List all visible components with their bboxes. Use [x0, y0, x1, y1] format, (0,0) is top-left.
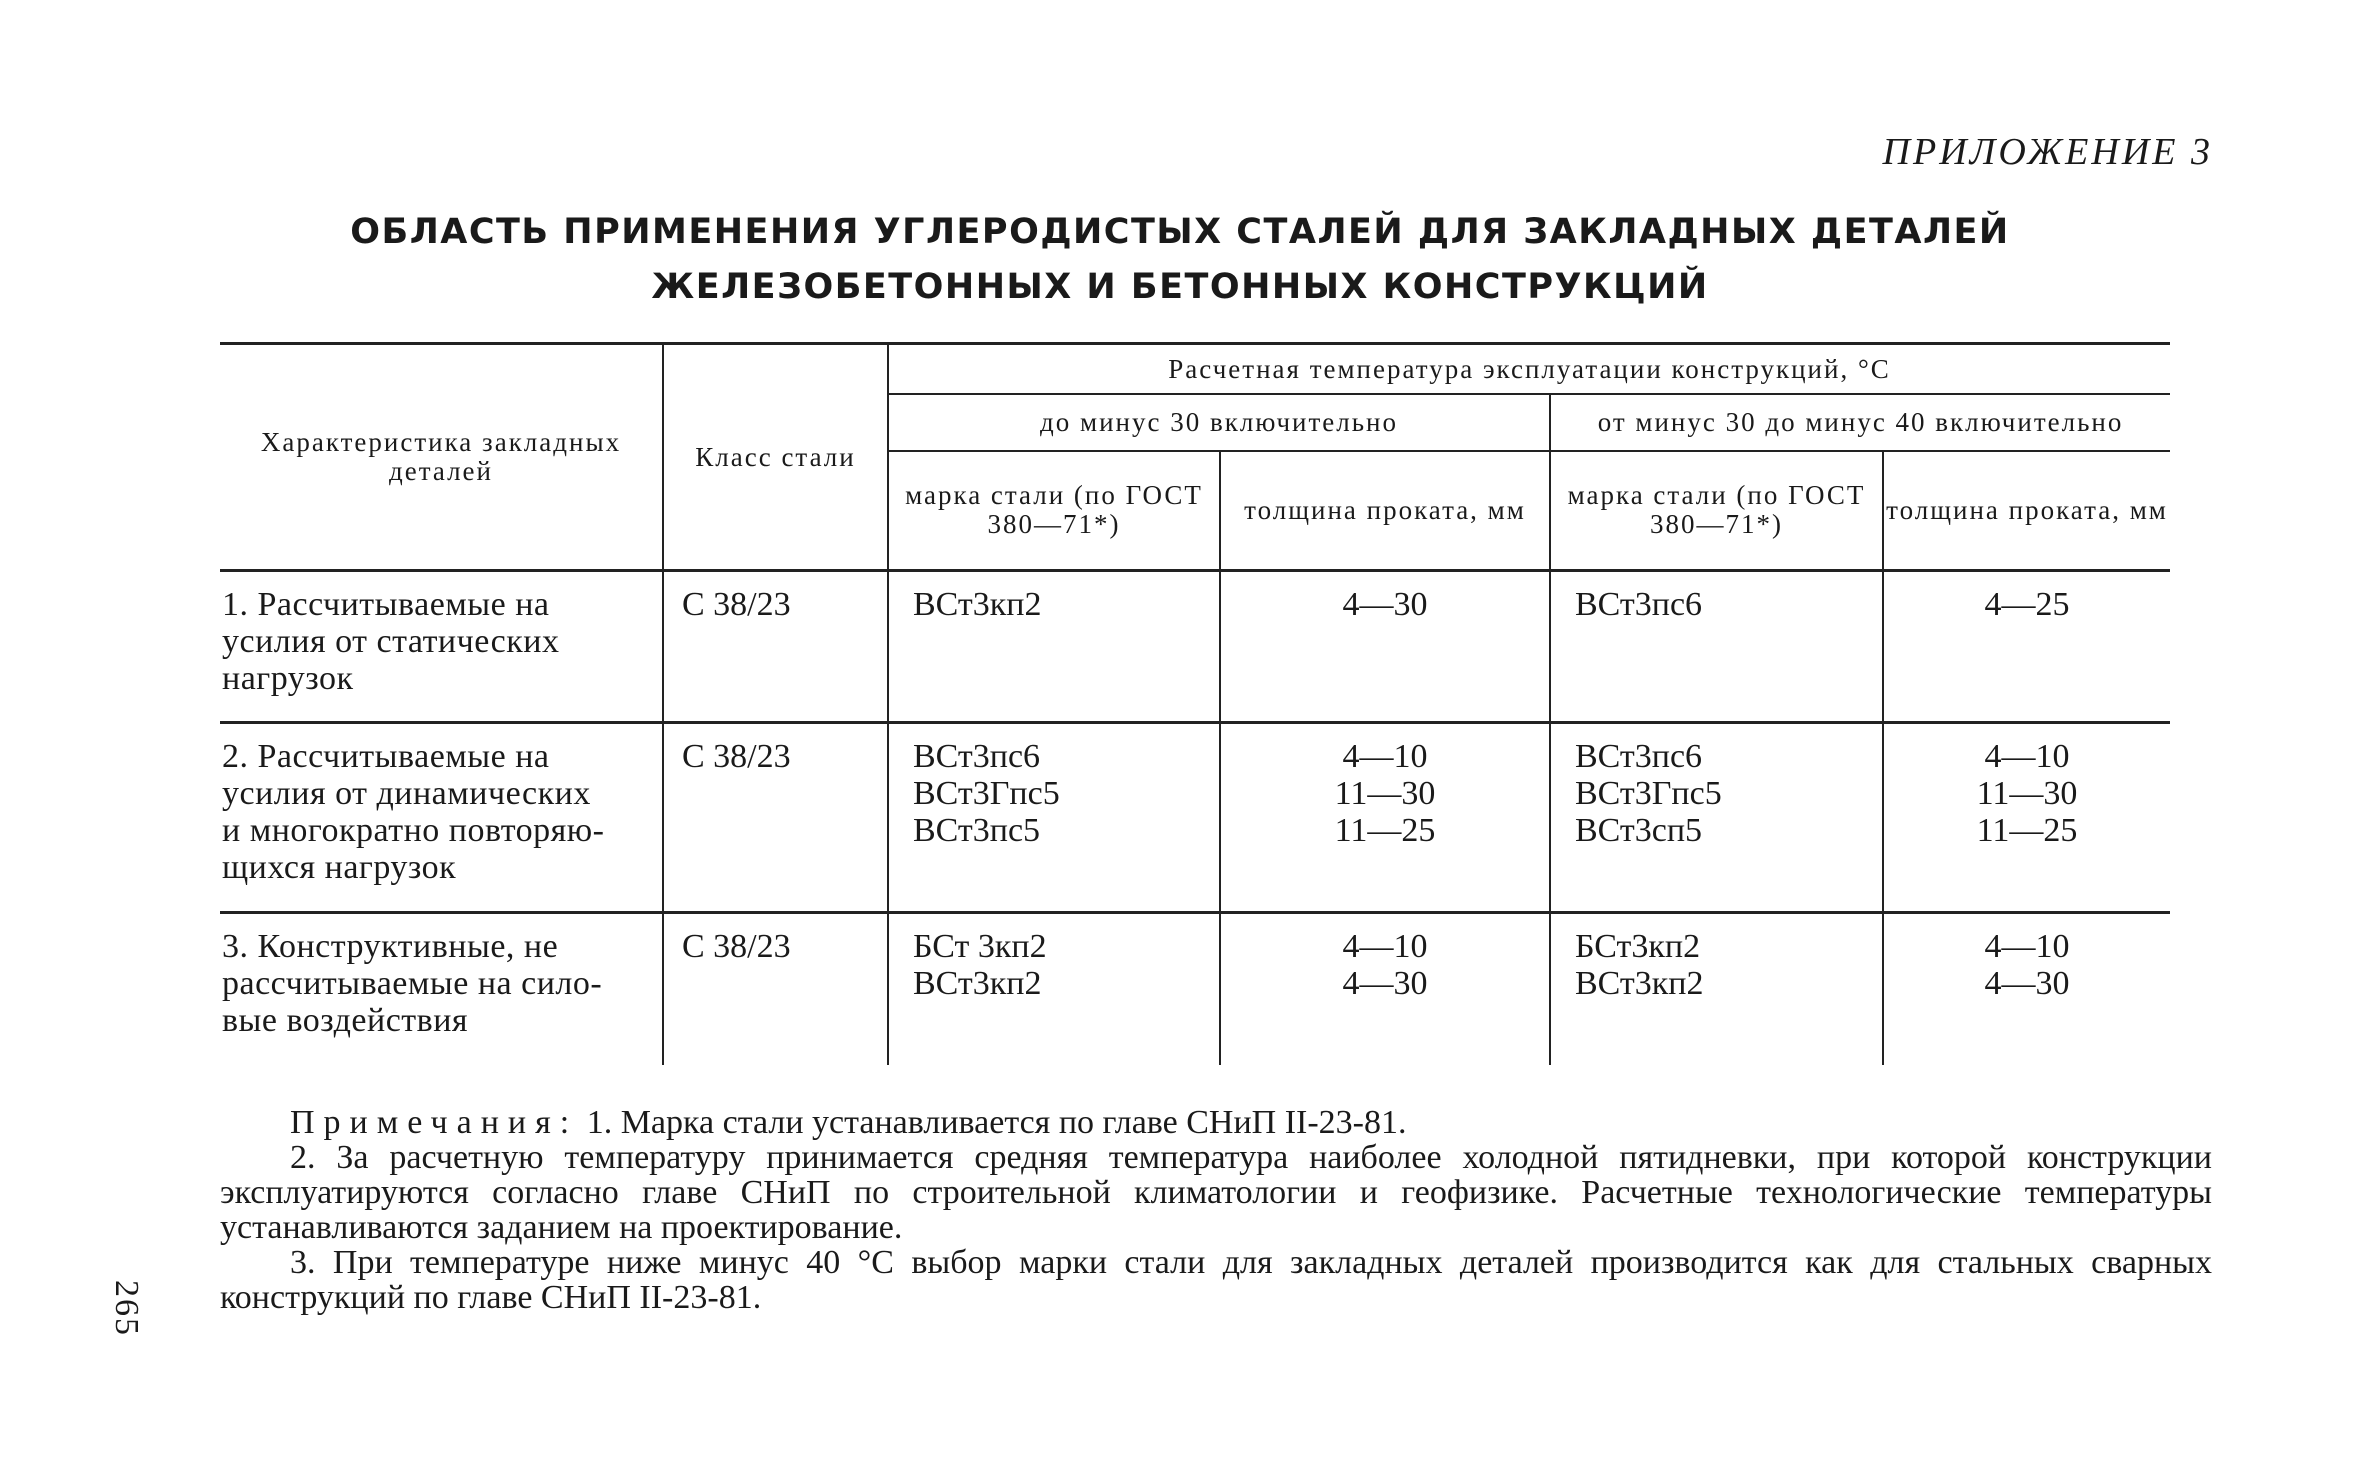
header-range-30: до минус 30 включительно [888, 394, 1550, 451]
row-thickness-1: 4—30 [1220, 571, 1550, 723]
appendix-label: ПРИЛОЖЕНИЕ 3 [1882, 131, 2213, 173]
row-grade-1: БСт 3кп2 ВСт3кп2 [888, 913, 1220, 1065]
row-grade-2: БСт3кп2 ВСт3кп2 [1550, 913, 1883, 1065]
steel-application-table [220, 342, 2170, 1065]
header-temperature: Расчетная температура эксплуатации конструкций, °С [888, 344, 2170, 395]
header-characteristic: Характеристика закладных деталей [220, 344, 663, 571]
row-characteristic: 1. Рассчитываемые на усилия от статических нагрузок [220, 571, 663, 723]
row-thickness-2: 4—10 4—30 [1883, 913, 2170, 1065]
header-thickness-1: толщина проката, мм [1220, 451, 1550, 571]
note-2: 2. За расчетную температуру принимается средняя температура наиболее холодной пятидневки, при которой конструкции эксплуатируются согласно главе СНиП по строительной климатологии и геофизике. Расчетные технологические температуры устанавливаются заданием на проектирование. [220, 1139, 2212, 1246]
row-steel-class: С 38/23 [663, 723, 888, 913]
row-steel-class: С 38/23 [663, 571, 888, 723]
row-grade-2: ВСт3пс6 [1550, 571, 1883, 723]
header-grade-1: марка стали (по ГОСТ 380—71*) [888, 451, 1220, 571]
row-thickness-2: 4—25 [1883, 571, 2170, 723]
row-steel-class: С 38/23 [663, 913, 888, 1065]
notes-label: Примечания: [290, 1104, 579, 1141]
table-row [220, 913, 2170, 1065]
table-row [220, 571, 2170, 723]
row-characteristic: 2. Рассчитываемые на усилия от динамических и многократно повторяю- щихся нагрузок [220, 723, 663, 913]
row-thickness-1: 4—10 11—30 11—25 [1220, 723, 1550, 913]
note-3: 3. При температуре ниже минус 40 °С выбор марки стали для закладных деталей производится как для стальных сварных конструкций по главе СНиП II-23-81. [220, 1244, 2212, 1316]
header-grade-2: марка стали (по ГОСТ 380—71*) [1550, 451, 1883, 571]
row-thickness-1: 4—10 4—30 [1220, 913, 1550, 1065]
note-line-1 [290, 1105, 2212, 1140]
note-1: 1. Марка стали устанавливается по главе СНиП II-23-81. [586, 1104, 1407, 1141]
header-range-30-40: от минус 30 до минус 40 включительно [1550, 394, 2170, 451]
header-steel-class: Класс стали [663, 344, 888, 571]
row-grade-1: ВСт3кп2 [888, 571, 1220, 723]
page-number: 265 [108, 1280, 145, 1337]
row-grade-1: ВСт3пс6 ВСт3Гпс5 ВСт3пс5 [888, 723, 1220, 913]
steel-table-container [220, 342, 2170, 1065]
row-grade-2: ВСт3пс6 ВСт3Гпс5 ВСт3сп5 [1550, 723, 1883, 913]
header-thickness-2: толщина проката, мм [1883, 451, 2170, 571]
row-thickness-2: 4—10 11—30 11—25 [1883, 723, 2170, 913]
table-row [220, 723, 2170, 913]
notes-section [220, 1105, 2212, 1315]
row-characteristic: 3. Конструктивные, не рассчитываемые на сило- вые воздействия [220, 913, 663, 1065]
page-title: ОБЛАСТЬ ПРИМЕНЕНИЯ УГЛЕРОДИСТЫХ СТАЛЕЙ ДЛЯ ЗАКЛАДНЫХ ДЕТАЛЕЙ ЖЕЛЕЗОБЕТОННЫХ И БЕТОННЫХ КОНСТРУКЦИЙ [350, 212, 2010, 307]
